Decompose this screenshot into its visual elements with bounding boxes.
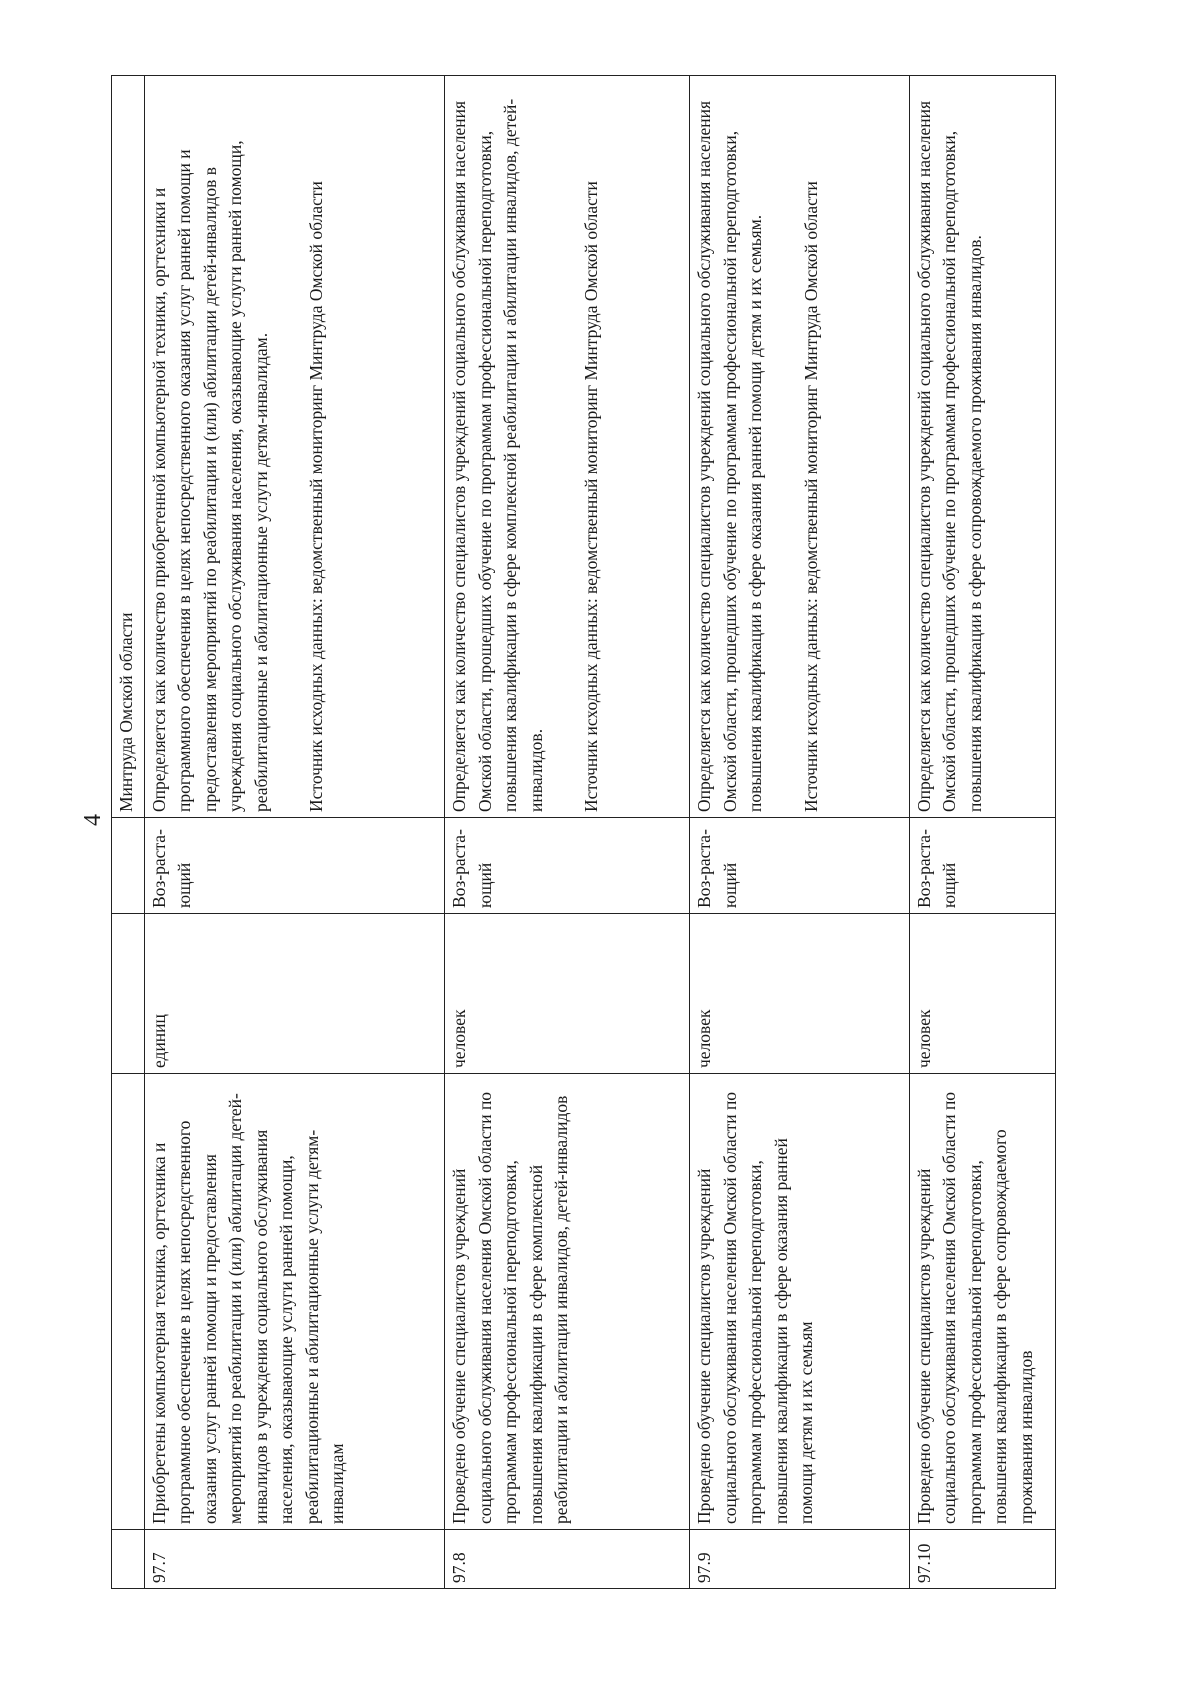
- source-text: Источник исходных данных: ведомственный мониторинг Минтруда Омской области: [800, 181, 821, 812]
- paragraph-gap: [274, 81, 304, 812]
- indicator-name: Проведено обучение специалистов учреждений социального обслуживания населения Омской области по программам профессиональной переподготовки, повышения квалификации в сфере сопровождаемого проживания инвалидов: [909, 1074, 1055, 1530]
- header-cell-empty: [112, 1074, 145, 1530]
- header-cell-empty: [112, 818, 145, 914]
- table-row: [690, 76, 910, 1589]
- indicators-table: [111, 75, 1056, 1589]
- paragraph-gap: [769, 81, 799, 812]
- indicator-type: Воз-раста-ющий: [144, 818, 445, 914]
- source-text: Источник исходных данных: ведомственный мониторинг Минтруда Омской области: [306, 181, 326, 812]
- table-row: [445, 76, 690, 1589]
- indicator-name: Проведено обучение специалистов учреждений социального обслуживания населения Омской области по программам профессиональной переподготовки, повышения квалификации в сфере оказания ранней помощи детям и их семьям: [690, 1074, 910, 1530]
- indicator-description: [445, 76, 690, 818]
- table-header-row: [112, 76, 145, 1589]
- row-number: 97.9: [690, 1530, 910, 1589]
- paragraph-gap: [549, 81, 579, 812]
- row-number: 97.7: [144, 1530, 445, 1589]
- description-text: Определяется как количество специалистов учреждений социального обслуживания населения Омской области, прошедших обучение по программам профессиональной переподготовки, повышения квалификации в сфере сопровождаемого проживания инвалидов.: [913, 101, 985, 812]
- header-cell-empty: [112, 1530, 145, 1589]
- unit-of-measure: единиц: [144, 914, 445, 1074]
- indicator-description: [690, 76, 910, 818]
- table-row: [909, 76, 1055, 1589]
- indicator-description: [909, 76, 1055, 818]
- description-text: Определяется как количество специалистов учреждений социального обслуживания населения Омской области, прошедших обучение по программам профессиональной переподготовки, повышения квалификации в сфере комплексной реабилитации и абилитации инвалидов, детей-инвалидов.: [449, 98, 546, 812]
- unit-of-measure: человек: [690, 914, 910, 1074]
- header-cell-department: Минтруда Омской области: [112, 76, 145, 818]
- description-text: Определяется как количество приобретенной компьютерной техники, оргтехники и программного обеспечения в целях непосредственного оказания услуг ранней помощи и предоставления мероприятий по реабилитации и (или) абилитации детей-инвалидов в учреждения социального обслуживания населения, оказывающие услуги ранней помощи, реабилитационные и абилитационные услуги детям-инвалидам.: [148, 140, 271, 812]
- row-number: 97.8: [445, 1530, 690, 1589]
- description-text: Определяется как количество специалистов учреждений социального обслуживания населения Омской области, прошедших обучение по программам профессиональной переподготовки, повышения квалификации в сфере оказания ранней помощи детям и их семьям.: [694, 101, 766, 812]
- page-number: 4: [80, 814, 106, 826]
- indicator-type: Воз-раста-ющий: [909, 818, 1055, 914]
- header-cell-empty: [112, 914, 145, 1074]
- indicator-type: Воз-раста-ющий: [690, 818, 910, 914]
- indicator-description: [144, 76, 445, 818]
- unit-of-measure: человек: [909, 914, 1055, 1074]
- table-row: [144, 76, 445, 1589]
- row-number: 97.10: [909, 1530, 1055, 1589]
- rotated-table-container: [111, 76, 1056, 1589]
- unit-of-measure: человек: [445, 914, 690, 1074]
- source-text: Источник исходных данных: ведомственный мониторинг Минтруда Омской области: [581, 181, 602, 812]
- indicator-type: Воз-раста-ющий: [445, 818, 690, 914]
- indicator-name: Приобретены компьютерная техника, оргтехника и программное обеспечение в целях непосредственного оказания услуг ранней помощи и предоставления мероприятий по реабилитации и (или) абилитации детей-инвалидов в учреждения социального обслуживания населения, оказывающие услуги ранней помощи, реабилитационные и абилитационные услуги детям-инвалидам: [144, 1074, 445, 1530]
- indicator-name: Проведено обучение специалистов учреждений социального обслуживания населения Омской области по программам профессиональной переподготовки, повышения квалификации в сфере комплексной реабилитации и абилитации инвалидов, детей-инвалидов: [445, 1074, 690, 1530]
